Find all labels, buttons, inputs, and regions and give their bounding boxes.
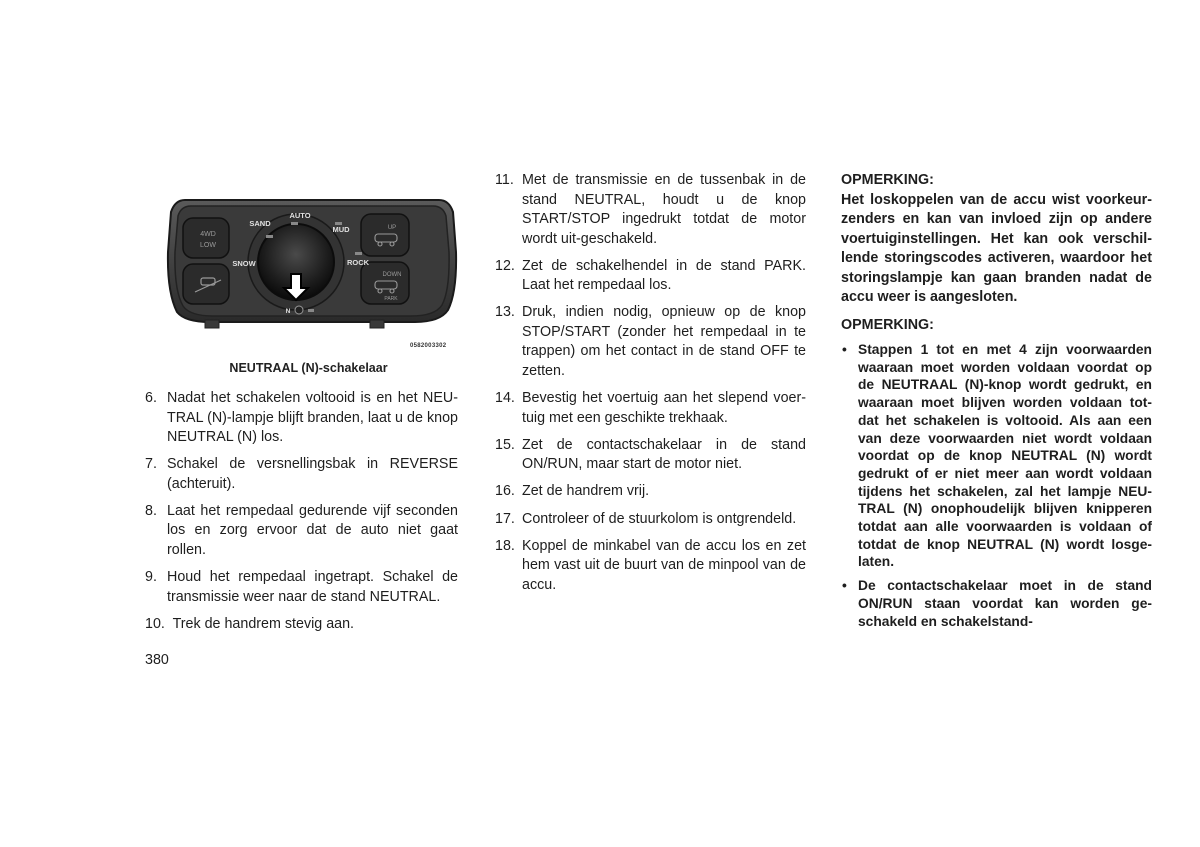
column-right (841, 171, 1152, 636)
snow-label: SNOW (232, 259, 256, 268)
step-text: Nadat het schakelen voltooid is en het NEU-TRAL (N)-lampje blijft branden, laat u de knop NEUTRAL (N) los. (167, 390, 458, 445)
step-number: 18. (495, 537, 515, 554)
4wd-label: 4WD (200, 231, 216, 238)
step-text: Zet de contactschakelaar in de stand ON/RUN, maar start de motor niet. (522, 436, 806, 473)
step-number: 17. (495, 510, 515, 527)
rock-label: ROCK (346, 258, 370, 267)
neutral-button[interactable] (295, 306, 303, 314)
step-text: Koppel de minkabel van de accu los en zet hem vast uit de buurt van de minpool van de accu. (522, 537, 806, 593)
step-text: Houd het rempedaal ingetrapt. Schakel de transmissie weer naar de stand NEUTRAL. (167, 569, 458, 605)
note-bullet-item (841, 341, 1152, 571)
park-label: PARK (384, 296, 398, 302)
bullet-text: De contactschakelaar moet in de stand ON/RUN staan voordat kan worden ge-schakeld en schakelstand- (858, 578, 1152, 629)
step-item (495, 303, 806, 381)
step-item (145, 502, 458, 561)
step-item (145, 389, 458, 448)
bullet-icon: • (842, 342, 847, 357)
step-number: 13. (495, 304, 515, 321)
mount-tab-left (205, 320, 219, 328)
bullet-icon: • (842, 578, 847, 594)
mount-tab-right (370, 320, 384, 328)
step-number: 8. (145, 502, 157, 519)
step-text: Controleer of de stuurkolom is ontgrendeld. (522, 510, 797, 527)
figure-code: 0582003302 (410, 343, 447, 349)
step-text: Met de transmissie en de tussenbak in de stand NEUTRAL, houdt u de knop START/STOP ingedrukt totdat de motor wordt uit-geschakeld. (522, 172, 806, 247)
figure-caption: NEUTRAAL (N)-schakelaar (229, 361, 388, 375)
auto-label: AUTO (289, 211, 311, 220)
step-item (495, 171, 806, 249)
step-text: Bevestig het voertuig aan het slepend voer-tuig met een geschikte trekhaak. (522, 390, 806, 426)
step-number: 12. (495, 257, 515, 274)
step-number: 16. (495, 483, 515, 500)
bullet-text: Stappen 1 tot en met 4 zijn voorwaarden waaraan moet worden voldaan voordat op de NEUTRAAL (N)-knop wordt gedrukt, en waaraan moet blijven worden voldaan tot-dat het schakelen is voltooid. Als aan een van deze voorwaarden niet wordt voldaan voordat op de knop NEUTRAL (N) wordt gedrukt of er niet meer aan wordt voldaan tijdens het schakelen, zal het lampje NEU-TRAL (N) onophoudelijk blijven knipperen totdat aan alle voorwaarden is voldaan of totdat de knop NEUTRAL (N) wordt losge-laten. (858, 342, 1152, 570)
step-item (145, 455, 458, 494)
step-item (145, 615, 458, 635)
sand-label: SAND (249, 219, 271, 228)
up-label: UP (387, 225, 397, 231)
note-bullet-item (841, 577, 1152, 630)
step-text: Zet de handrem vrij. (522, 483, 650, 500)
step-number: 11. (495, 172, 514, 188)
column-left (145, 389, 458, 642)
step-text: Druk, indien nodig, opnieuw op de knop STOP/START (zonder het rempedaal in te trappen) om het contact in de stand OFF te zetten. (522, 304, 806, 379)
step-item (495, 537, 806, 596)
step-text: Trek de handrem stevig aan. (172, 615, 355, 632)
step-number: 6. (145, 390, 157, 406)
step-number: 10. (145, 615, 165, 632)
4wd-low-button[interactable] (183, 218, 229, 258)
low-label: LOW (200, 242, 216, 249)
note-heading: OPMERKING: (841, 316, 934, 333)
step-item (495, 510, 806, 530)
step-item (495, 257, 806, 296)
mud-label: MUD (332, 225, 350, 234)
step-number: 9. (145, 569, 157, 586)
step-text: Zet de schakelhendel in de stand PARK. Laat het rempedaal los. (522, 257, 806, 294)
step-item (495, 482, 806, 502)
neutral-n-label: N (285, 308, 291, 315)
hill-descent-button[interactable] (183, 264, 229, 304)
page-number: 380 (145, 652, 169, 668)
column-middle (495, 171, 806, 603)
step-text: Laat het rempedaal gedurende vijf seconden los en zorg ervoor dat de auto niet gaat rollen. (167, 502, 458, 558)
step-item (145, 568, 458, 607)
suspension-up-button[interactable] (361, 214, 409, 256)
step-item (495, 389, 806, 428)
down-label: DOWN (382, 272, 402, 278)
note-heading: OPMERKING: (841, 172, 934, 188)
note-paragraph: Het loskoppelen van de accu wist voorkeur-zenders en kan van invloed zijn op andere voertuiginstellingen. Het kan ook verschil-lende storingscodes activeren, waardoor het storingslampje kan gaan branden nadat de accu weer is aangesloten. (841, 191, 1152, 305)
step-number: 14. (495, 390, 515, 407)
step-number: 7. (145, 456, 157, 473)
step-number: 15. (495, 436, 515, 453)
step-item (495, 436, 806, 475)
step-text: Schakel de versnellingsbak in REVERSE (achteruit). (167, 456, 458, 492)
control-panel-illustration (165, 192, 461, 352)
neutral-switch-figure (165, 192, 461, 352)
